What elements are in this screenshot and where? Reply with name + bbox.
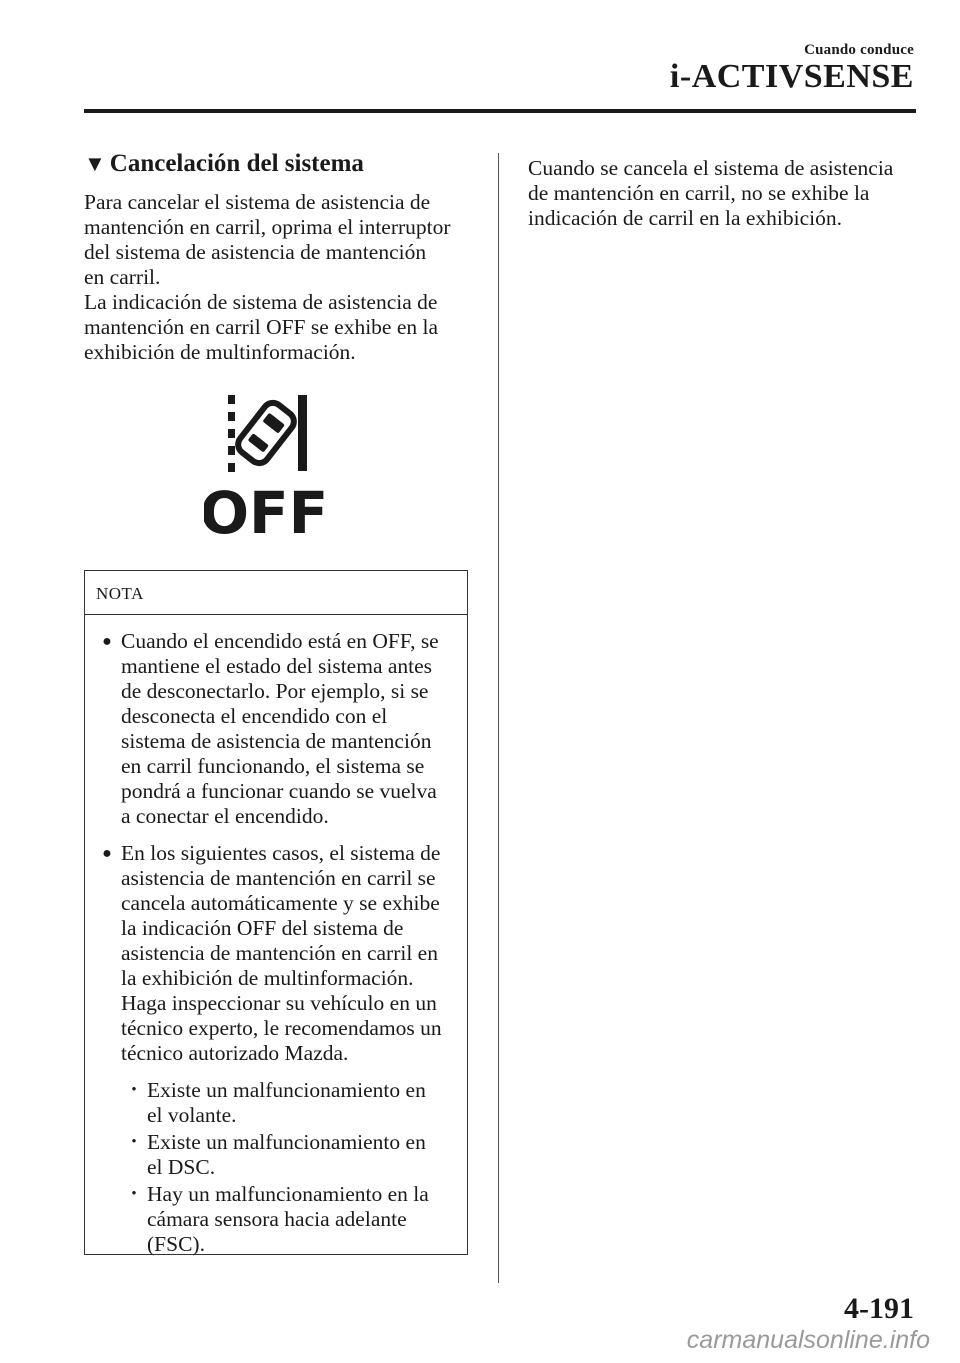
- note-sub-bullet: • Hay un malfuncionamiento en la cámara sensora hacia adelante (FSC).: [121, 1182, 459, 1257]
- right-column: [528, 156, 928, 231]
- watermark-text: carmanualsonline.info: [686, 1326, 930, 1354]
- bullet-dot-icon: ●: [102, 633, 112, 650]
- column-divider: [498, 153, 499, 1283]
- page-number: 4-191: [844, 1292, 914, 1325]
- note-content: [85, 615, 467, 1259]
- chapter-subtitle: Cuando conduce: [804, 42, 914, 58]
- note-box: [84, 570, 468, 1255]
- note-sub-bullet: • Existe un malfuncionamiento en el volante.: [121, 1078, 459, 1128]
- right-paragraph: Cuando se cancela el sistema de asistencia de mantención en carril, no se exhibe la indicación de carril en la exhibición.: [528, 156, 894, 230]
- note-bullet: ● En los siguientes casos, el sistema de asistencia de mantención en carril se cancela automáticamente y se exhibe la indicación OFF del sistema de asistencia de mantención en carril en la exhibición de multinformación. Haga inspeccionar su vehículo en un técnico experto, le recomendamos un técnico autorizado Mazda. • Existe un malfuncionamiento en el volante. • Existe un malfuncionamiento en el DSC. • Hay un malfuncionamiento en la cámara sensora hacia adelante (FSC).: [93, 841, 459, 1259]
- left-column: [84, 150, 470, 1255]
- note-bullet: ● Cuando el encendido está en OFF, se mantiene el estado del sistema antes de desconectarlo. Por ejemplo, si se desconecta el encendido con el sistema de asistencia de mantención en carril funcionando, el sistema se pondrá a funcionar cuando se vuelva a conectar el encendido.: [93, 629, 459, 829]
- header-rule: [84, 109, 916, 113]
- note-sub-bullet: • Existe un malfuncionamiento en el DSC.: [121, 1130, 459, 1180]
- triangle-marker-icon: ▼: [84, 151, 106, 176]
- small-bullet-icon: •: [131, 1082, 137, 1098]
- lane-keep-assist-off-icon: [204, 395, 324, 540]
- small-bullet-icon: •: [131, 1134, 137, 1150]
- section-heading-text: Cancelación del sistema: [109, 150, 364, 177]
- chapter-title: i-ACTIVSENSE: [669, 58, 914, 95]
- note-sub-list: [121, 1078, 459, 1257]
- section-paragraph: Para cancelar el sistema de asistencia de mantención en carril, oprima el interruptor del sistema de asistencia de mantención en carril. La indicación de sistema de asistencia de mantención en carril OFF se exhibe en la exhibición de multinformación.: [84, 190, 451, 364]
- off-label: OFF: [204, 479, 324, 540]
- note-title: NOTA: [85, 571, 467, 615]
- section-heading: [84, 150, 470, 178]
- small-bullet-icon: •: [131, 1186, 137, 1202]
- bullet-dot-icon: ●: [102, 845, 112, 862]
